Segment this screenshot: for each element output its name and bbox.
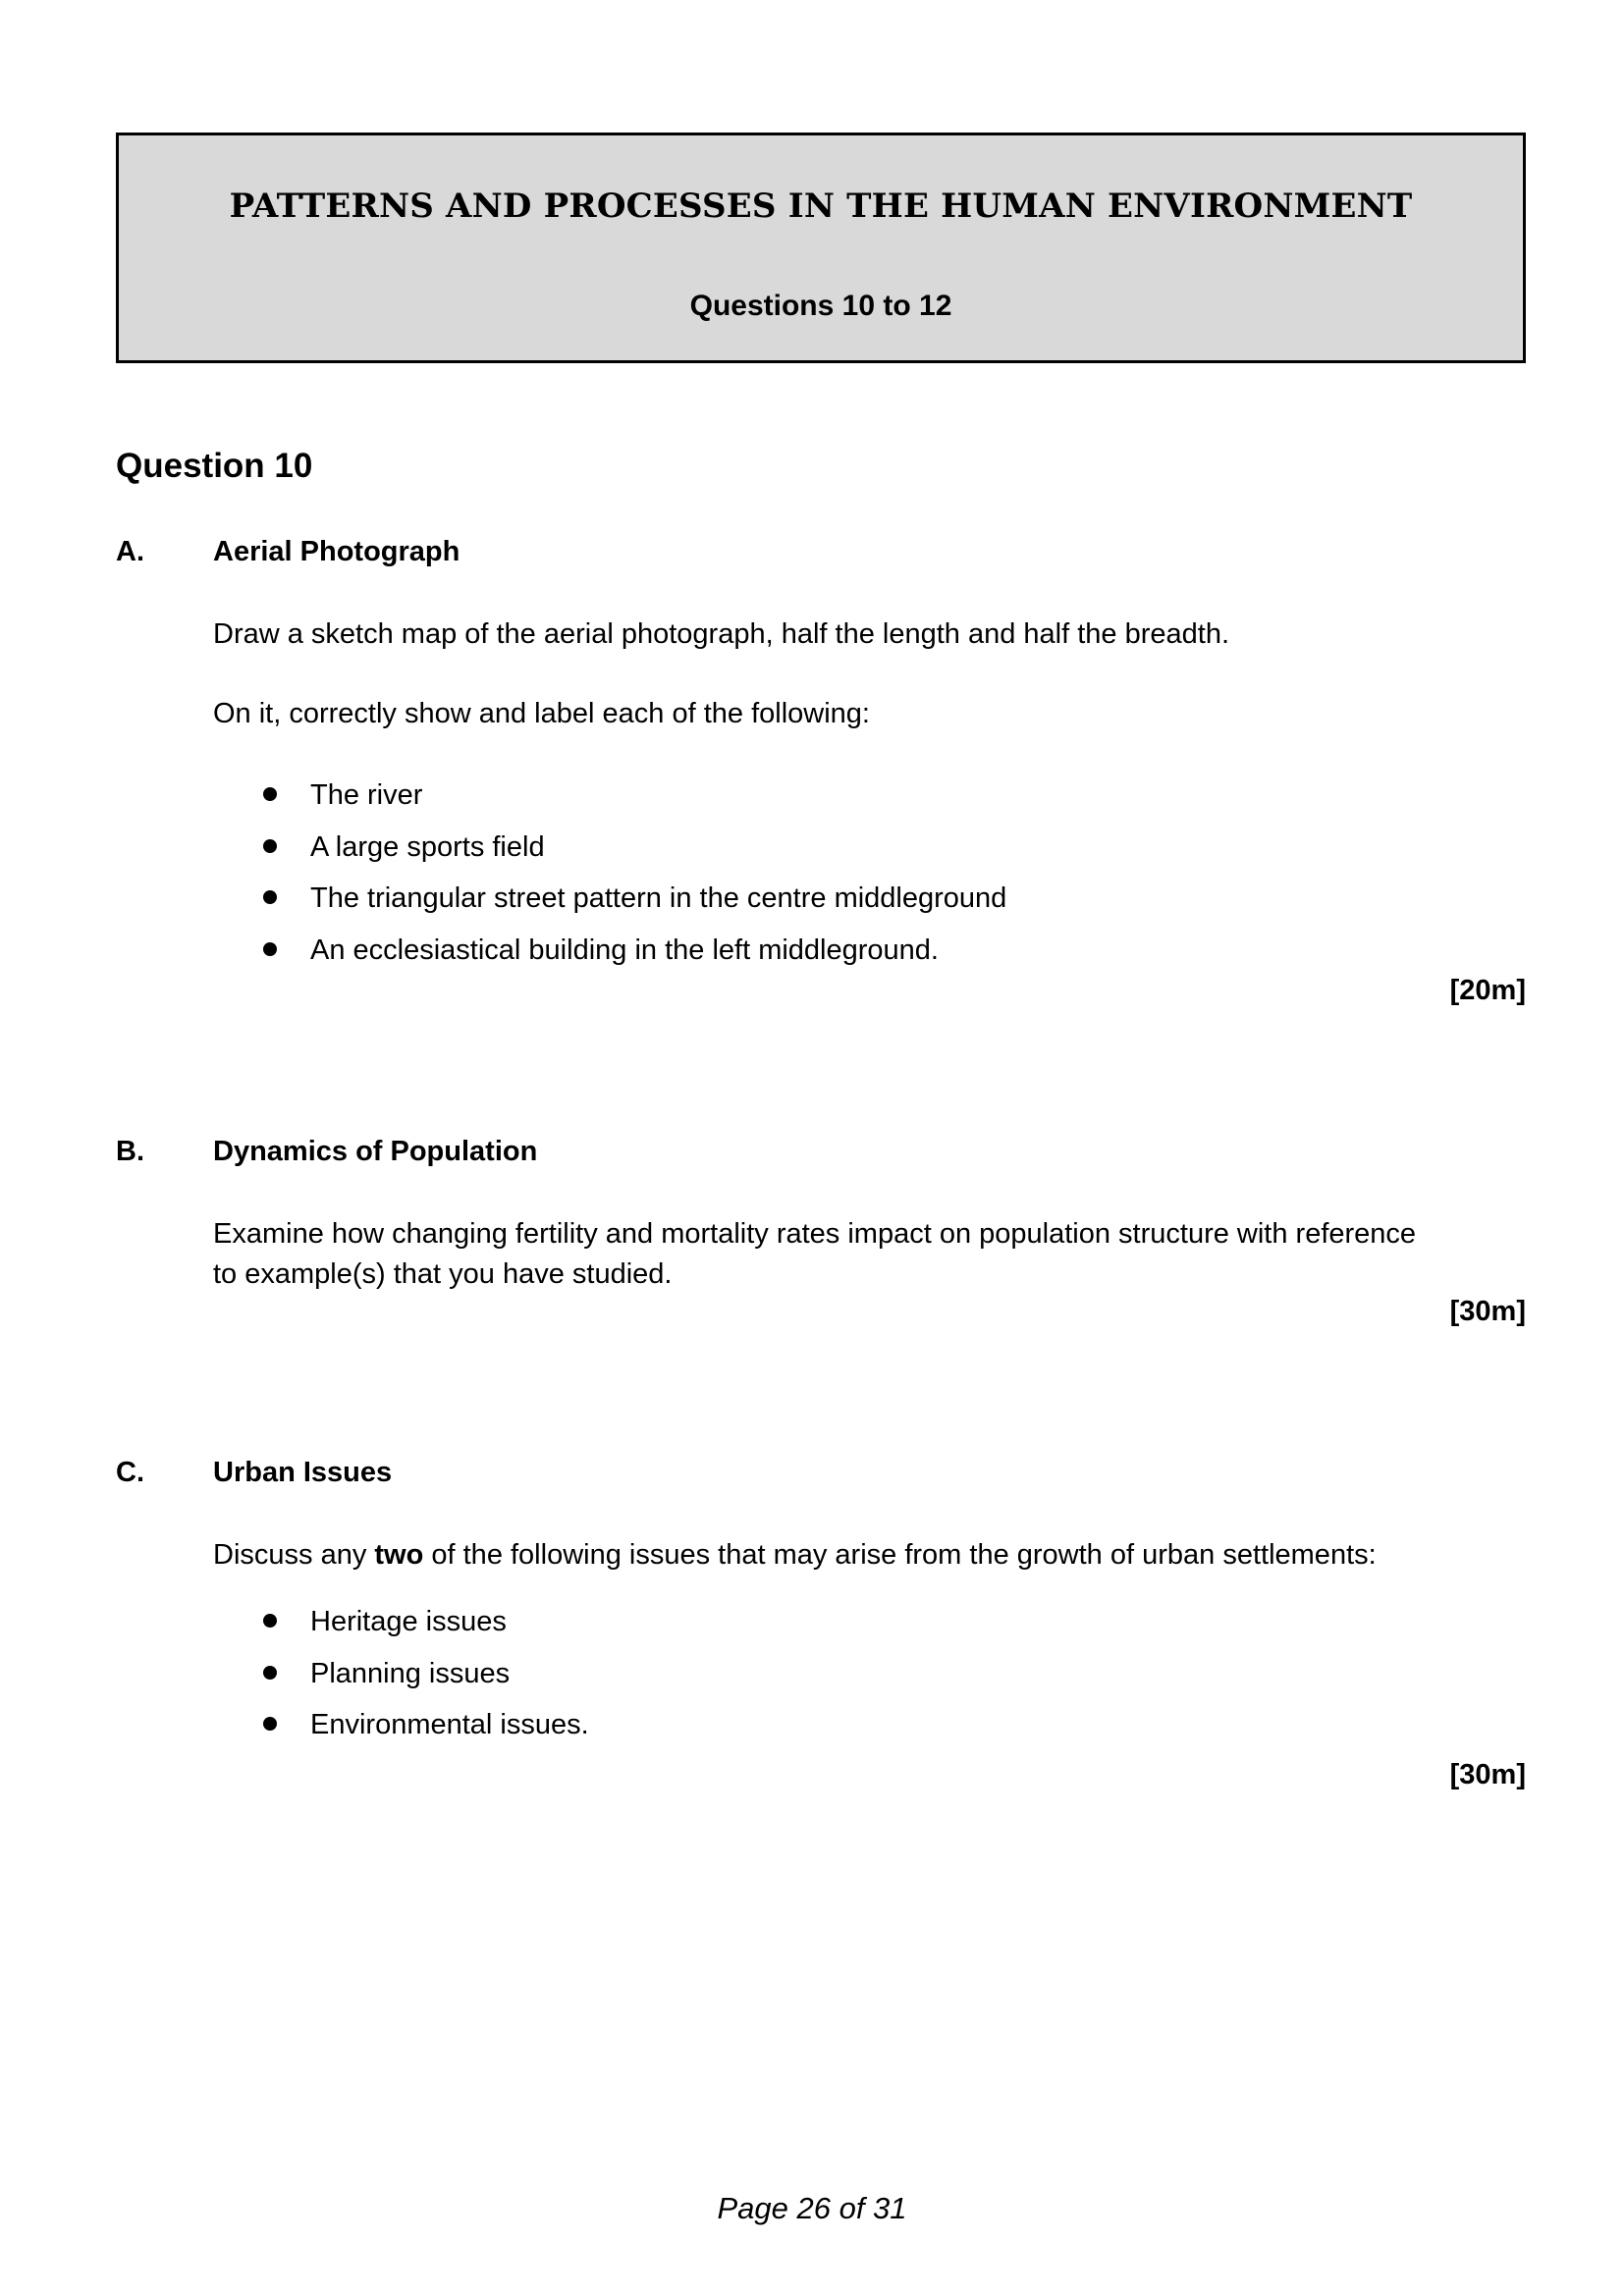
list-item-text: The triangular street pattern in the centre middleground <box>310 882 1007 914</box>
part-b-title: Dynamics of Population <box>213 1136 538 1167</box>
part-b-instruction-line-1: Examine how changing fertility and mortality rates impact on population structure with reference <box>213 1218 1417 1250</box>
part-c-bullet-list <box>213 1602 589 1757</box>
list-item <box>213 1705 589 1757</box>
part-a-title: Aerial Photograph <box>213 536 460 567</box>
list-item-text: Heritage issues <box>310 1606 507 1637</box>
bullet-icon <box>263 1614 277 1628</box>
list-item <box>213 1602 589 1654</box>
bullet-icon <box>263 890 277 904</box>
list-item <box>213 775 1006 828</box>
bullet-icon <box>263 787 277 801</box>
section-title: PATTERNS AND PROCESSES IN THE HUMAN ENVIRONMENT <box>229 187 1413 226</box>
bullet-icon <box>263 1717 277 1731</box>
part-c-instruction <box>213 1535 1529 1575</box>
list-item <box>213 879 1006 931</box>
list-item <box>213 931 1006 983</box>
list-item-text: The river <box>310 779 423 811</box>
section-header-box <box>116 133 1526 363</box>
part-c-marks: [30m] <box>1449 1759 1526 1790</box>
page-number: Page 26 of 31 <box>717 2191 907 2225</box>
list-item-text: An ecclesiastical building in the left middleground. <box>310 934 939 966</box>
part-a-bullet-list <box>213 775 1006 982</box>
part-b-marks: [30m] <box>1449 1296 1526 1327</box>
part-c-letter: C. <box>116 1457 144 1488</box>
list-item-text: A large sports field <box>310 830 545 863</box>
part-b-letter: B. <box>116 1136 144 1167</box>
list-item-text: Environmental issues. <box>310 1709 589 1740</box>
part-a-letter: A. <box>116 536 144 567</box>
part-c-instruction-pre: Discuss any <box>213 1539 375 1571</box>
bullet-icon <box>263 942 277 956</box>
part-c-title: Urban Issues <box>213 1457 393 1488</box>
list-item <box>213 828 1006 880</box>
part-c-instruction-emphasis: two <box>374 1539 424 1571</box>
part-b-instruction-line-2: to example(s) that you have studied. <box>213 1258 673 1290</box>
bullet-icon <box>263 1666 277 1680</box>
part-a-instruction-2: On it, correctly show and label each of the following: <box>213 698 870 729</box>
part-a-marks: [20m] <box>1449 975 1526 1006</box>
part-c-instruction-post: of the following issues that may arise from the growth of urban settlements: <box>423 1539 1377 1571</box>
section-subtitle: Questions 10 to 12 <box>689 290 952 322</box>
bullet-icon <box>263 839 277 853</box>
part-a-instruction-1: Draw a sketch map of the aerial photograph, half the length and half the breadth. <box>213 618 1230 650</box>
question-heading: Question 10 <box>116 447 313 485</box>
list-item-text: Planning issues <box>310 1657 511 1689</box>
list-item <box>213 1654 589 1706</box>
